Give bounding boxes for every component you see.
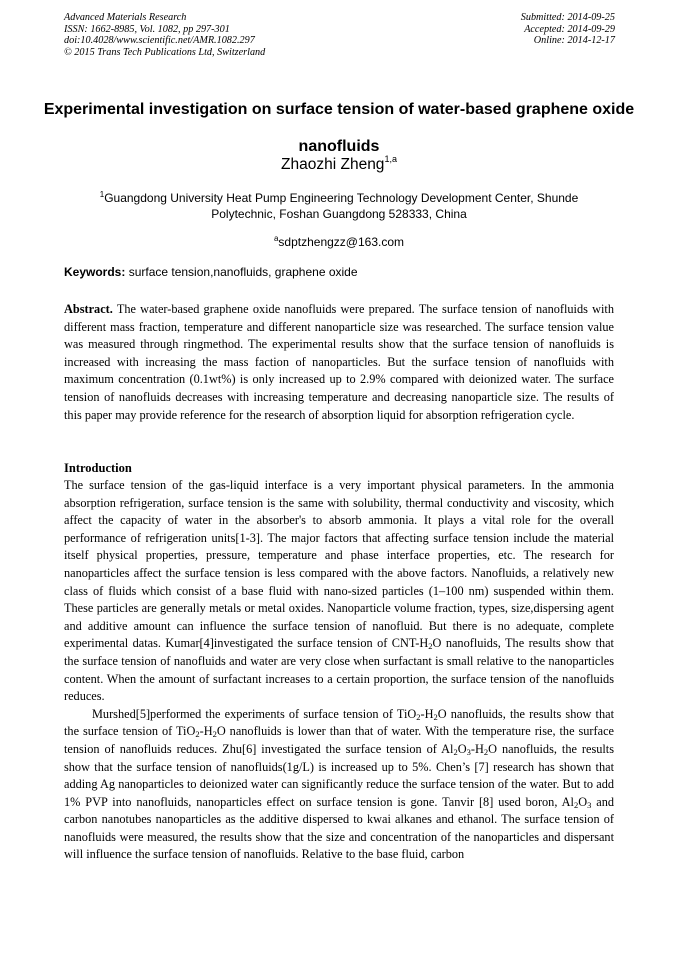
keywords-text: surface tension,nanofluids, graphene oxide [125, 265, 358, 279]
email-line [0, 231, 678, 250]
email-sup: a [273, 234, 279, 243]
copyright-line: © 2015 Trans Tech Publications Ltd, Switzerland [64, 46, 266, 58]
introduction-body [64, 477, 614, 864]
online-date: Online: 2014-12-17 [533, 35, 615, 47]
intro-paragraph-2: Murshed[5]performed the experiments of surface tension of $TiO_2-H_2O$ nanofluids, the results show that the surface tension of $TiO_2-H_2O$ nanofluids is lower than that of water. With the temperature rise, the surface tension of nanofluids reduces. Zhu[6] investigated the surface tension of $Al_2O_3-H_2O$ nanofluids, the results show that the surface tension of nanofluids(1g/L) is increased up to 5%. Chen’s [7] research has shown that adding Ag nanoparticles to deionized water can significantly reduce the surface tension of the water. But to add 1% PVP into nanofluids, nanoparticles effect on surface tension is gone. Tanvir [8] used boron, $Al_2O_3$ and carbon nanotubes nanoparticles as the additive dispersed to kwai alkanes and ethanol. The surface tension of nanofluids were measured, the results show that the size and concentration of the nanoparticles and dispersant will influence the surface tension of nanofluids. Relative to the base fluid, carbon [64, 706, 614, 862]
abstract-label: Abstract. [64, 302, 113, 316]
issn-line: ISSN: 1662-8985, Vol. 1082, pp 297-301 [64, 23, 230, 35]
journal-name: Advanced Materials Research [64, 12, 187, 23]
dates-info [521, 12, 615, 47]
author-sup: 1,a [384, 154, 397, 164]
keywords-label: Keywords: [64, 265, 126, 279]
abstract-text: The water-based graphene oxide nanofluids were prepared. The surface tension of nanofluids with different mass fraction, temperature and different nanoparticle size was researched. The surface tension value was measured through ringmethod. The experimental results show that the surface tension of nanofluids is increased with increasing the mass faction of nanoparticles. But the surface tension of nanofluids with maximum concentration (0.1wt%) is only increased up to 2.9% compared with deionized water. The surface tension of nanofluids decreases with increasing temperature and decreasing nanoparticle size. The results of this paper may provide reference for the research of absorption liquid for absorption refrigeration cycle. [64, 302, 614, 422]
introduction-heading: Introduction [64, 461, 132, 475]
affiliation [70, 187, 608, 222]
journal-info [64, 12, 265, 58]
intro-paragraph-1: The surface tension of the gas-liquid interface is a very important physical parameters. In the ammonia absorption refrigeration, surface tension is the same with solubility, thermal conductivity and viscosity, which affect the capacity of water in the absorber's to absorb ammonia. It plays a vital role for the overall performance of refrigeration units[1-3]. The major factors that affecting surface tension include the material itself physical properties, pressure, temperature and phase interface properties, etc. The research for nanoparticles affect the surface tension is less compared with the above factors. Nanofluids, a relatively new class of fluids which consist of a base fluid with nano-sized particles (1–100 nm) suspended within them. These particles are generally metals or metal oxides. Nanoparticle volume fraction, types, size,dispersing agent and additive amount can influence the surface tension of nanofluid. But there is no adequate, complete experimental datas. Kumar[4]investigated the surface tension of CNT-$H_2O$ nanofluids, The results show that the surface tension of nanofluids and water are very close when surfactant is small relative to the nanoparticles content. When the amount of surfactant increases to a certain proportion, the surface tension of the nanofluids reduces. [64, 478, 614, 704]
submitted-date: Submitted: 2014-09-25 [520, 12, 615, 23]
affiliation-sup: 1 [99, 190, 105, 199]
email-address: sdptzhengzz@163.com [278, 235, 405, 249]
affiliation-text: Guangdong University Heat Pump Engineering Technology Development Center, Shunde Polytechnic, Foshan Guangdong 528333, China [104, 191, 579, 221]
abstract [64, 301, 614, 424]
paper-title: Experimental investigation on surface tension of water-based graphene oxide nanofluids [43, 101, 635, 155]
author-line [0, 149, 678, 175]
keywords [64, 265, 358, 280]
doi-line: doi:10.4028/www.scientific.net/AMR.1082.297 [64, 35, 255, 47]
accepted-date: Accepted: 2014-09-29 [524, 23, 615, 35]
author-name: Zhaozhi Zheng [281, 156, 385, 173]
